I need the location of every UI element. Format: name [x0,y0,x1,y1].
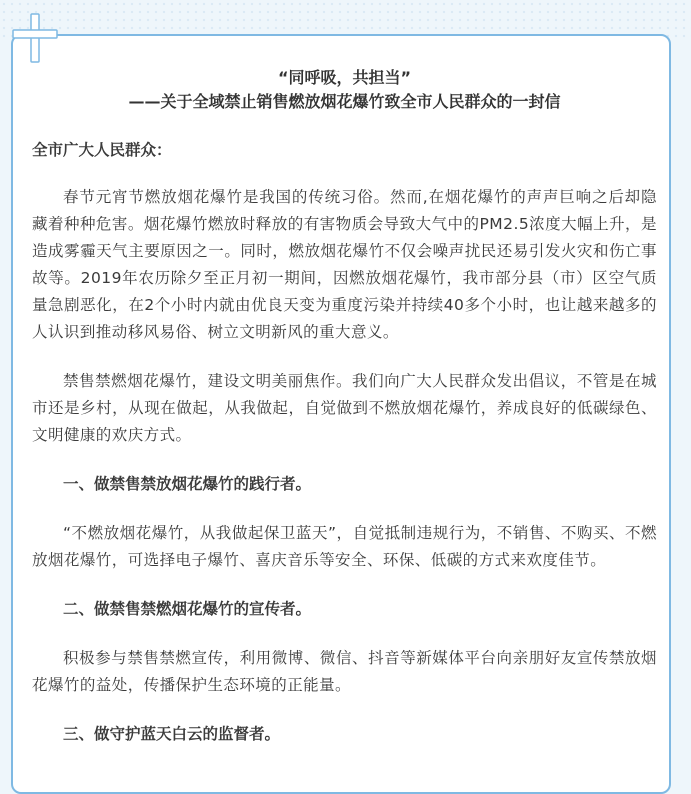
paragraph-1: 春节元宵节燃放烟花爆竹是我国的传统习俗。然而,在烟花爆竹的声声巨响之后却隐藏着种种危害。烟花爆竹燃放时释放的有害物质会导致大气中的PM2.5浓度大幅上升，是造成雾霾天气主要原因之一。同时，燃放烟花爆竹不仅会噪声扰民还易引发火灾和伤亡事故等。2019年农历除夕至正月初一期间，因燃放烟花爆竹，我市部分县（市）区空气质量急剧恶化，在2个小时内就由优良天变为重度污染并持续40多个小时，也让越来越多的人认识到推动移风易俗、树立文明新风的重大意义。 [32,188,657,341]
letter-title-line2: ——关于全域禁止销售燃放烟花爆竹致全市人民群众的一封信 [128,92,561,111]
section-heading-3: 三、做守护蓝天白云的监督者。 [63,725,281,743]
section-heading-1: 一、做禁售禁放烟花爆竹的践行者。 [63,475,312,493]
paragraph-4: 积极参与禁售禁燃宣传，利用微博、微信、抖音等新媒体平台向亲朋好友宣传禁放烟花爆竹的益处，传播保护生态环境的正能量。 [32,649,657,694]
letter-title-line1: “同呼吸，共担当” [277,68,412,87]
section-heading-2: 二、做禁售禁燃烟花爆竹的宣传者。 [63,600,312,618]
letter-body [32,66,657,748]
letter-greeting: 全市广大人民群众： [32,141,172,159]
paragraph-3: “不燃放烟花爆竹，从我做起保卫蓝天”，自觉抵制违规行为，不销售、不购买、不燃放烟花爆竹，可选择电子爆竹、喜庆音乐等安全、环保、低碳的方式来欢度佳节。 [32,524,657,569]
paragraph-2: 禁售禁燃烟花爆竹，建设文明美丽焦作。我们向广大人民群众发出倡议，不管是在城市还是乡村，从现在做起，从我做起，自觉做到不燃放烟花爆竹，养成良好的低碳绿色、文明健康的欢庆方式。 [32,372,657,444]
